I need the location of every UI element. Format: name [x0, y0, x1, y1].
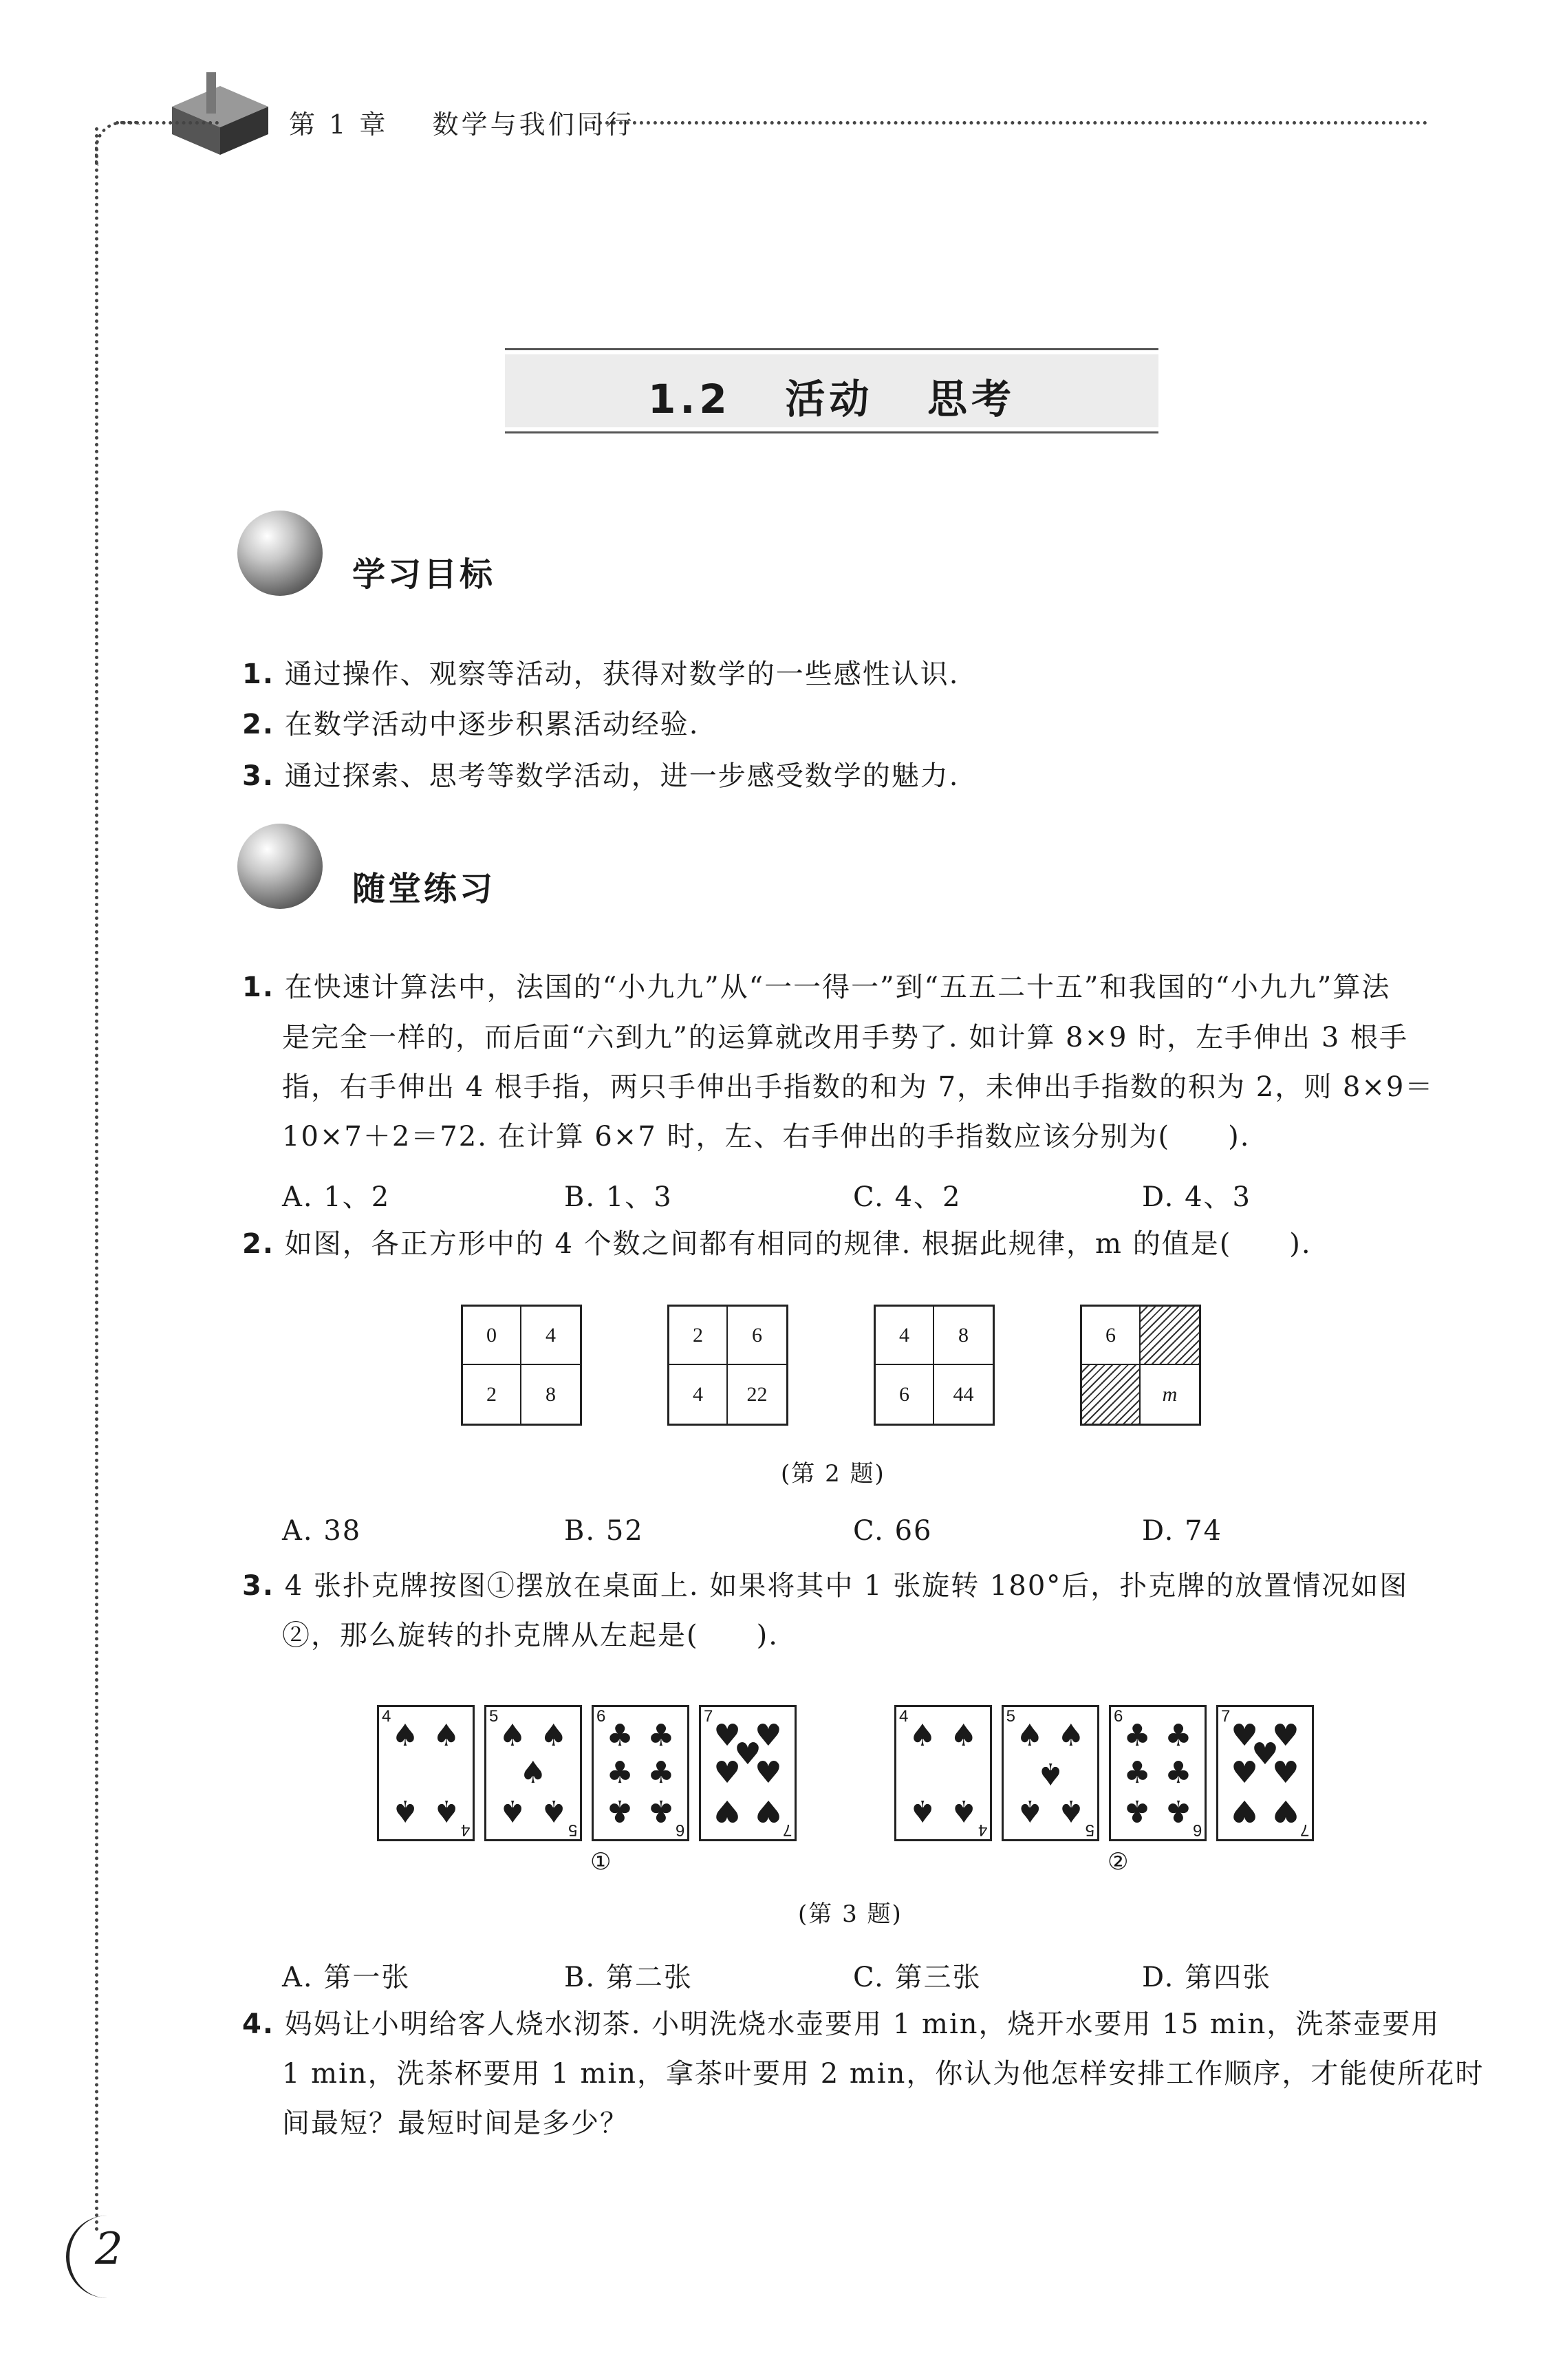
- suit-pip-icon: ♣: [606, 1755, 634, 1790]
- suit-pip-icon: ♠: [909, 1792, 936, 1828]
- card-rank: 4: [899, 1707, 909, 1726]
- suit-pip-icon: ♠: [950, 1792, 978, 1828]
- playing-card: [377, 1705, 475, 1841]
- playing-card: [1109, 1705, 1207, 1841]
- page-title: 1.2 活动 思考: [648, 376, 1015, 422]
- card-rank: 4: [460, 1821, 470, 1839]
- suit-pip-icon: ♠: [540, 1718, 568, 1754]
- learning-goals-heading: 学习目标: [352, 555, 496, 594]
- suit-pip-icon: ♣: [1123, 1792, 1151, 1828]
- card-rank: 6: [1114, 1707, 1123, 1726]
- option-d: D. 74: [1142, 1515, 1222, 1547]
- card-rank: 7: [782, 1821, 792, 1839]
- option-c: C. 66: [853, 1515, 933, 1547]
- suit-pip-icon: ♠: [1057, 1718, 1085, 1754]
- page-number: 2: [95, 2224, 123, 2275]
- suit-pip-icon: ♥: [1272, 1792, 1299, 1828]
- option-c: C. 第三张: [853, 1962, 982, 1993]
- figure-label-2: ②: [1108, 1848, 1130, 1876]
- number-grid: 2 6 4 22: [667, 1305, 788, 1426]
- card-rank: 7: [1221, 1707, 1231, 1726]
- number-grid: 0 4 2 8: [461, 1305, 582, 1426]
- suit-pip-icon: ♣: [606, 1718, 634, 1754]
- card-rank: 7: [704, 1707, 713, 1726]
- suit-pip-icon: ♥: [1272, 1755, 1299, 1790]
- suit-pip-icon: ♥: [1251, 1737, 1279, 1772]
- option-d: D. 4、3: [1142, 1181, 1251, 1213]
- option-a: A. 1、2: [282, 1181, 391, 1213]
- card-rank: 4: [382, 1707, 391, 1726]
- card-rank: 5: [1006, 1707, 1016, 1726]
- playing-card: [1216, 1705, 1314, 1841]
- chapter-header: 第 1 章 数学与我们同行: [289, 109, 635, 140]
- figure-label-1: ①: [590, 1848, 613, 1876]
- goal-item: 1. 通过操作、观察等活动，获得对数学的一些感性认识.: [242, 658, 960, 690]
- card-rank: 4: [978, 1821, 987, 1839]
- suit-pip-icon: ♣: [1165, 1755, 1192, 1790]
- goal-item: 2. 在数学活动中逐步积累活动经验.: [242, 709, 700, 740]
- card-rank: 5: [489, 1707, 499, 1726]
- suit-pip-icon: ♠: [1016, 1718, 1044, 1754]
- option-c: C. 4、2: [853, 1181, 962, 1213]
- globe-icon: [237, 824, 323, 909]
- suit-pip-icon: ♥: [1231, 1755, 1258, 1790]
- option-b: B. 52: [564, 1515, 644, 1547]
- suit-pip-icon: ♣: [606, 1792, 634, 1828]
- suit-pip-icon: ♣: [1123, 1755, 1151, 1790]
- option-a: A. 38: [282, 1515, 362, 1547]
- suit-pip-icon: ♠: [1016, 1792, 1044, 1828]
- suit-pip-icon: ♥: [1231, 1718, 1258, 1754]
- card-rank: 7: [1299, 1821, 1309, 1839]
- suit-pip-icon: ♥: [755, 1755, 782, 1790]
- suit-pip-icon: ♣: [647, 1755, 675, 1790]
- suit-pip-icon: ♥: [713, 1792, 741, 1828]
- suit-pip-icon: ♥: [755, 1718, 782, 1754]
- number-grid-unknown: 6 m: [1080, 1305, 1201, 1426]
- suit-pip-icon: ♥: [713, 1718, 741, 1754]
- figure-caption: (第 2 题): [781, 1460, 885, 1488]
- card-rank: 5: [568, 1821, 577, 1839]
- option-b: B. 1、3: [564, 1181, 673, 1213]
- suit-pip-icon: ♠: [499, 1718, 526, 1754]
- suit-pip-icon: ♣: [1165, 1792, 1192, 1828]
- suit-pip-icon: ♠: [499, 1792, 526, 1828]
- suit-pip-icon: ♥: [1272, 1718, 1299, 1754]
- suit-pip-icon: ♣: [1165, 1718, 1192, 1754]
- option-b: B. 第二张: [564, 1962, 693, 1993]
- suit-pip-icon: ♠: [519, 1755, 547, 1790]
- suit-pip-icon: ♥: [755, 1792, 782, 1828]
- suit-pip-icon: ♠: [1037, 1756, 1064, 1791]
- playing-card: [592, 1705, 689, 1841]
- card-rank: 6: [675, 1821, 684, 1839]
- suit-pip-icon: ♠: [1057, 1792, 1085, 1828]
- header-logo: [158, 65, 282, 169]
- section-title-box: [505, 348, 1158, 433]
- class-practice-heading: 随堂练习: [352, 870, 496, 908]
- option-d: D. 第四张: [1142, 1962, 1272, 1993]
- suit-pip-icon: ♠: [909, 1718, 936, 1754]
- suit-pip-icon: ♠: [391, 1718, 419, 1754]
- suit-pip-icon: ♣: [1123, 1718, 1151, 1754]
- card-rank: 6: [1192, 1821, 1202, 1839]
- suit-pip-icon: ♣: [647, 1792, 675, 1828]
- suit-pip-icon: ♠: [433, 1718, 460, 1754]
- suit-pip-icon: ♥: [713, 1755, 741, 1790]
- suit-pip-icon: ♣: [647, 1718, 675, 1754]
- suit-pip-icon: ♠: [391, 1792, 419, 1828]
- suit-pip-icon: ♥: [734, 1737, 762, 1772]
- playing-card: [484, 1705, 582, 1841]
- suit-pip-icon: ♠: [433, 1792, 460, 1828]
- option-a: A. 第一张: [282, 1962, 411, 1993]
- suit-pip-icon: ♠: [950, 1718, 978, 1754]
- playing-card: [894, 1705, 992, 1841]
- number-grid: 4 8 6 44: [874, 1305, 995, 1426]
- card-rank: 5: [1085, 1821, 1094, 1839]
- playing-card: [1002, 1705, 1099, 1841]
- figure-caption: (第 3 题): [798, 1900, 903, 1928]
- globe-icon: [237, 511, 323, 596]
- goal-item: 3. 通过探索、思考等数学活动，进一步感受数学的魅力.: [242, 760, 960, 792]
- playing-card: [699, 1705, 797, 1841]
- suit-pip-icon: ♠: [540, 1792, 568, 1828]
- card-rank: 6: [596, 1707, 606, 1726]
- suit-pip-icon: ♥: [1231, 1792, 1258, 1828]
